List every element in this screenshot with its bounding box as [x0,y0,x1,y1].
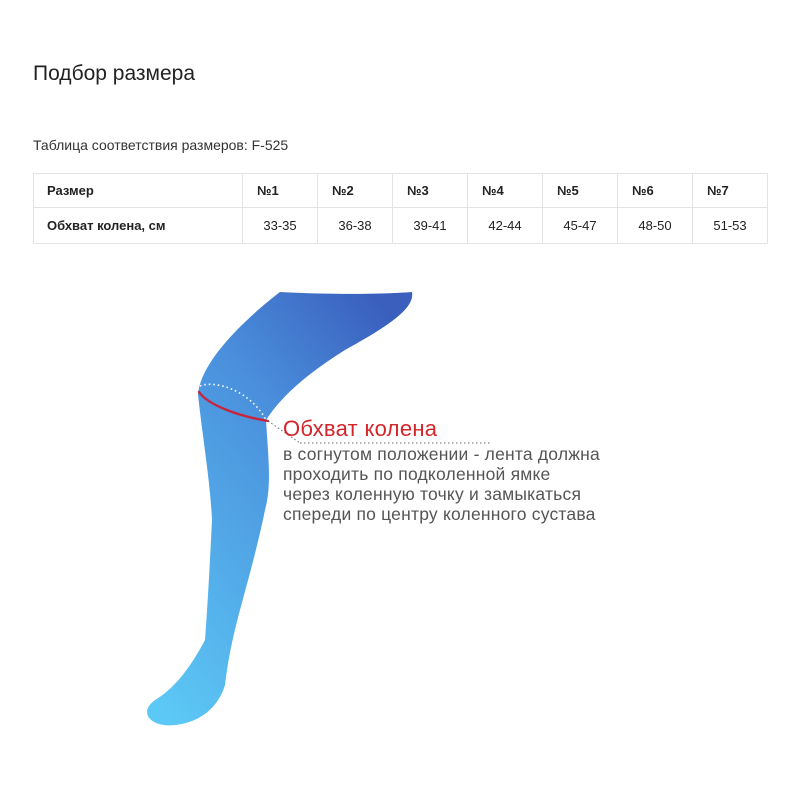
range-cell-3: 39-41 [393,208,468,244]
table-row [34,208,768,244]
range-cell-6: 48-50 [618,208,693,244]
range-cell-2: 36-38 [318,208,393,244]
callout-line-2: проходить по подколенной ямке [283,464,551,484]
size-cell-2: №2 [318,174,393,208]
size-cell-3: №3 [393,174,468,208]
size-cell-7: №7 [693,174,768,208]
row-label-cell: Обхват колена, см [34,208,243,244]
range-cell-5: 45-47 [543,208,618,244]
size-cell-6: №6 [618,174,693,208]
page-title: Подбор размера [33,62,196,85]
size-cell-5: №5 [543,174,618,208]
callout-text [283,444,663,524]
callout-line-4: спереди по центру коленного сустава [283,504,596,524]
range-cell-7: 51-53 [693,208,768,244]
callout-title: Обхват колена [283,416,438,441]
callout-line-3: через коленную точку и замыкаться [283,484,582,504]
header-label-cell: Размер [34,174,243,208]
size-cell-1: №1 [243,174,318,208]
range-cell-1: 33-35 [243,208,318,244]
table-caption: Таблица соответствия размеров: F-525 [33,137,289,153]
size-table [33,173,768,244]
knee-callout [283,416,600,524]
callout-line-1: в согнутом положении - лента должна [283,444,600,464]
range-cell-4: 42-44 [468,208,543,244]
size-cell-4: №4 [468,174,543,208]
table-header-row [34,174,768,208]
